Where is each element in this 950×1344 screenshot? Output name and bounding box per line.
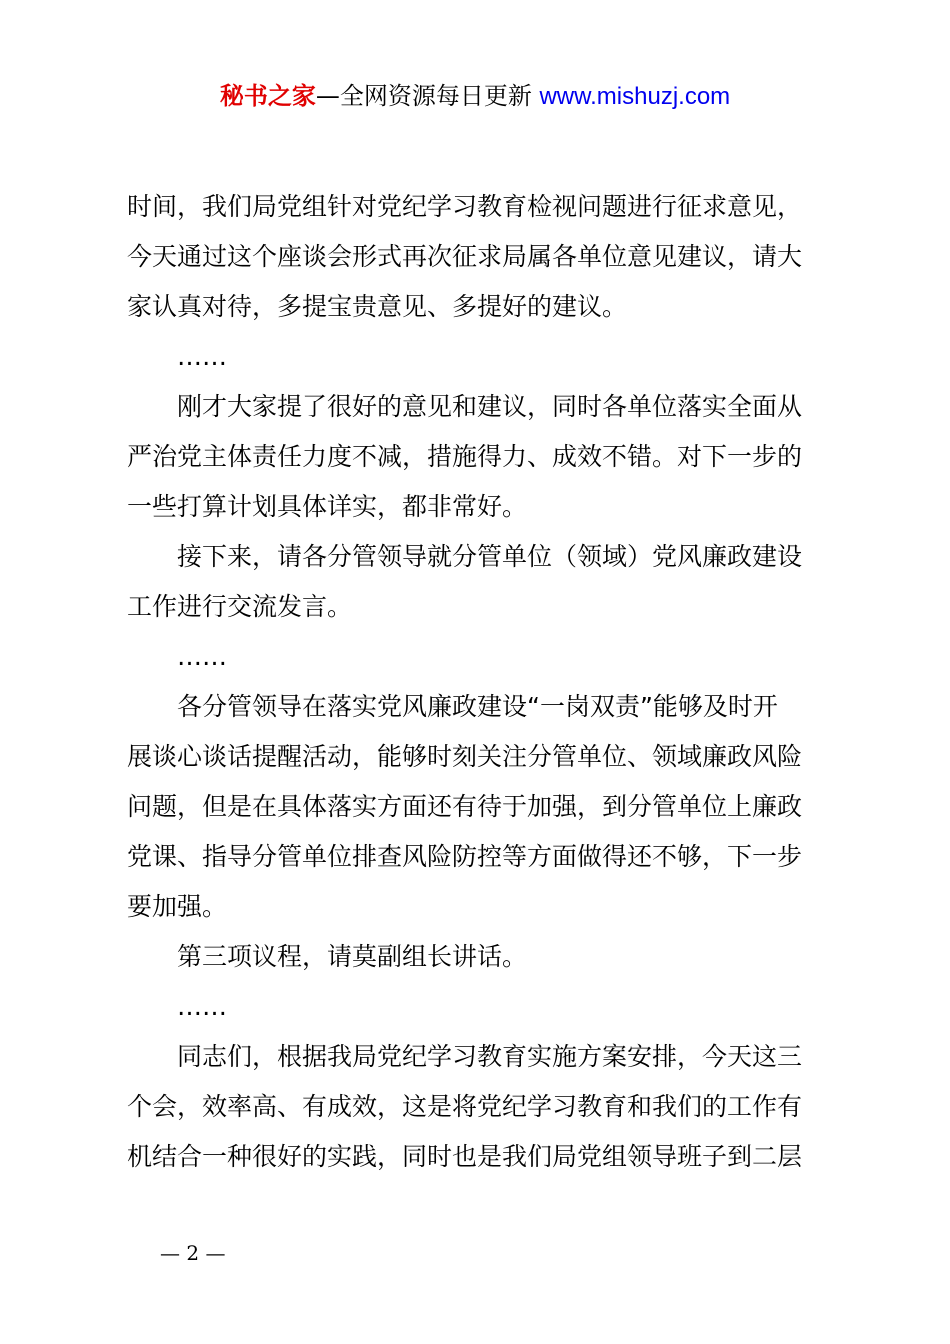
- text-line: 严治党主体责任力度不减，措施得力、成效不错。对下一步的: [127, 442, 803, 471]
- paragraph-start: 接下来，请各分管领导就分管单位（领域）党风廉政建设: [177, 542, 803, 571]
- text-line: 个会，效率高、有成效，这是将党纪学习教育和我们的工作有: [127, 1092, 803, 1121]
- text-line: 时间，我们局党组针对党纪学习教育检视问题进行征求意见，: [127, 192, 803, 221]
- paragraph-start: 同志们，根据我局党纪学习教育实施方案安排，今天这三: [177, 1042, 803, 1071]
- site-tagline: —全网资源每日更新: [315, 82, 540, 110]
- site-brand: 秘书之家: [219, 82, 316, 110]
- ellipsis-line: ……: [177, 642, 227, 671]
- paragraph-start: 各分管领导在落实党风廉政建设“一岗双责”能够及时开: [177, 692, 778, 721]
- paragraph-start: 刚才大家提了很好的意见和建议，同时各单位落实全面从: [177, 392, 803, 421]
- site-header: [0, 78, 950, 115]
- text-line: 问题，但是在具体落实方面还有待于加强，到分管单位上廉政: [127, 792, 803, 821]
- text-line: 工作进行交流发言。: [127, 592, 353, 621]
- text-line: 要加强。: [127, 892, 228, 921]
- ellipsis-line: ……: [177, 342, 227, 371]
- text-line: 一些打算计划具体详实，都非常好。: [127, 492, 528, 521]
- site-url-link[interactable]: www.mishuzj.com: [539, 83, 731, 110]
- ellipsis-line: ……: [177, 992, 227, 1021]
- text-line: 家认真对待，多提宝贵意见、多提好的建议。: [127, 292, 628, 321]
- text-line: 党课、指导分管单位排查风险防控等方面做得还不够，下一步: [127, 842, 803, 871]
- paragraph-start: 第三项议程，请莫副组长讲话。: [177, 942, 528, 971]
- document-body: [127, 182, 832, 1182]
- text-line: 今天通过这个座谈会形式再次征求局属各单位意见建议，请大: [127, 242, 803, 271]
- page-number: — 2 —: [160, 1241, 226, 1265]
- text-line: 机结合一种很好的实践，同时也是我们局党组领导班子到二层: [127, 1142, 803, 1171]
- text-line: 展谈心谈话提醒活动，能够时刻关注分管单位、领域廉政风险: [127, 742, 803, 771]
